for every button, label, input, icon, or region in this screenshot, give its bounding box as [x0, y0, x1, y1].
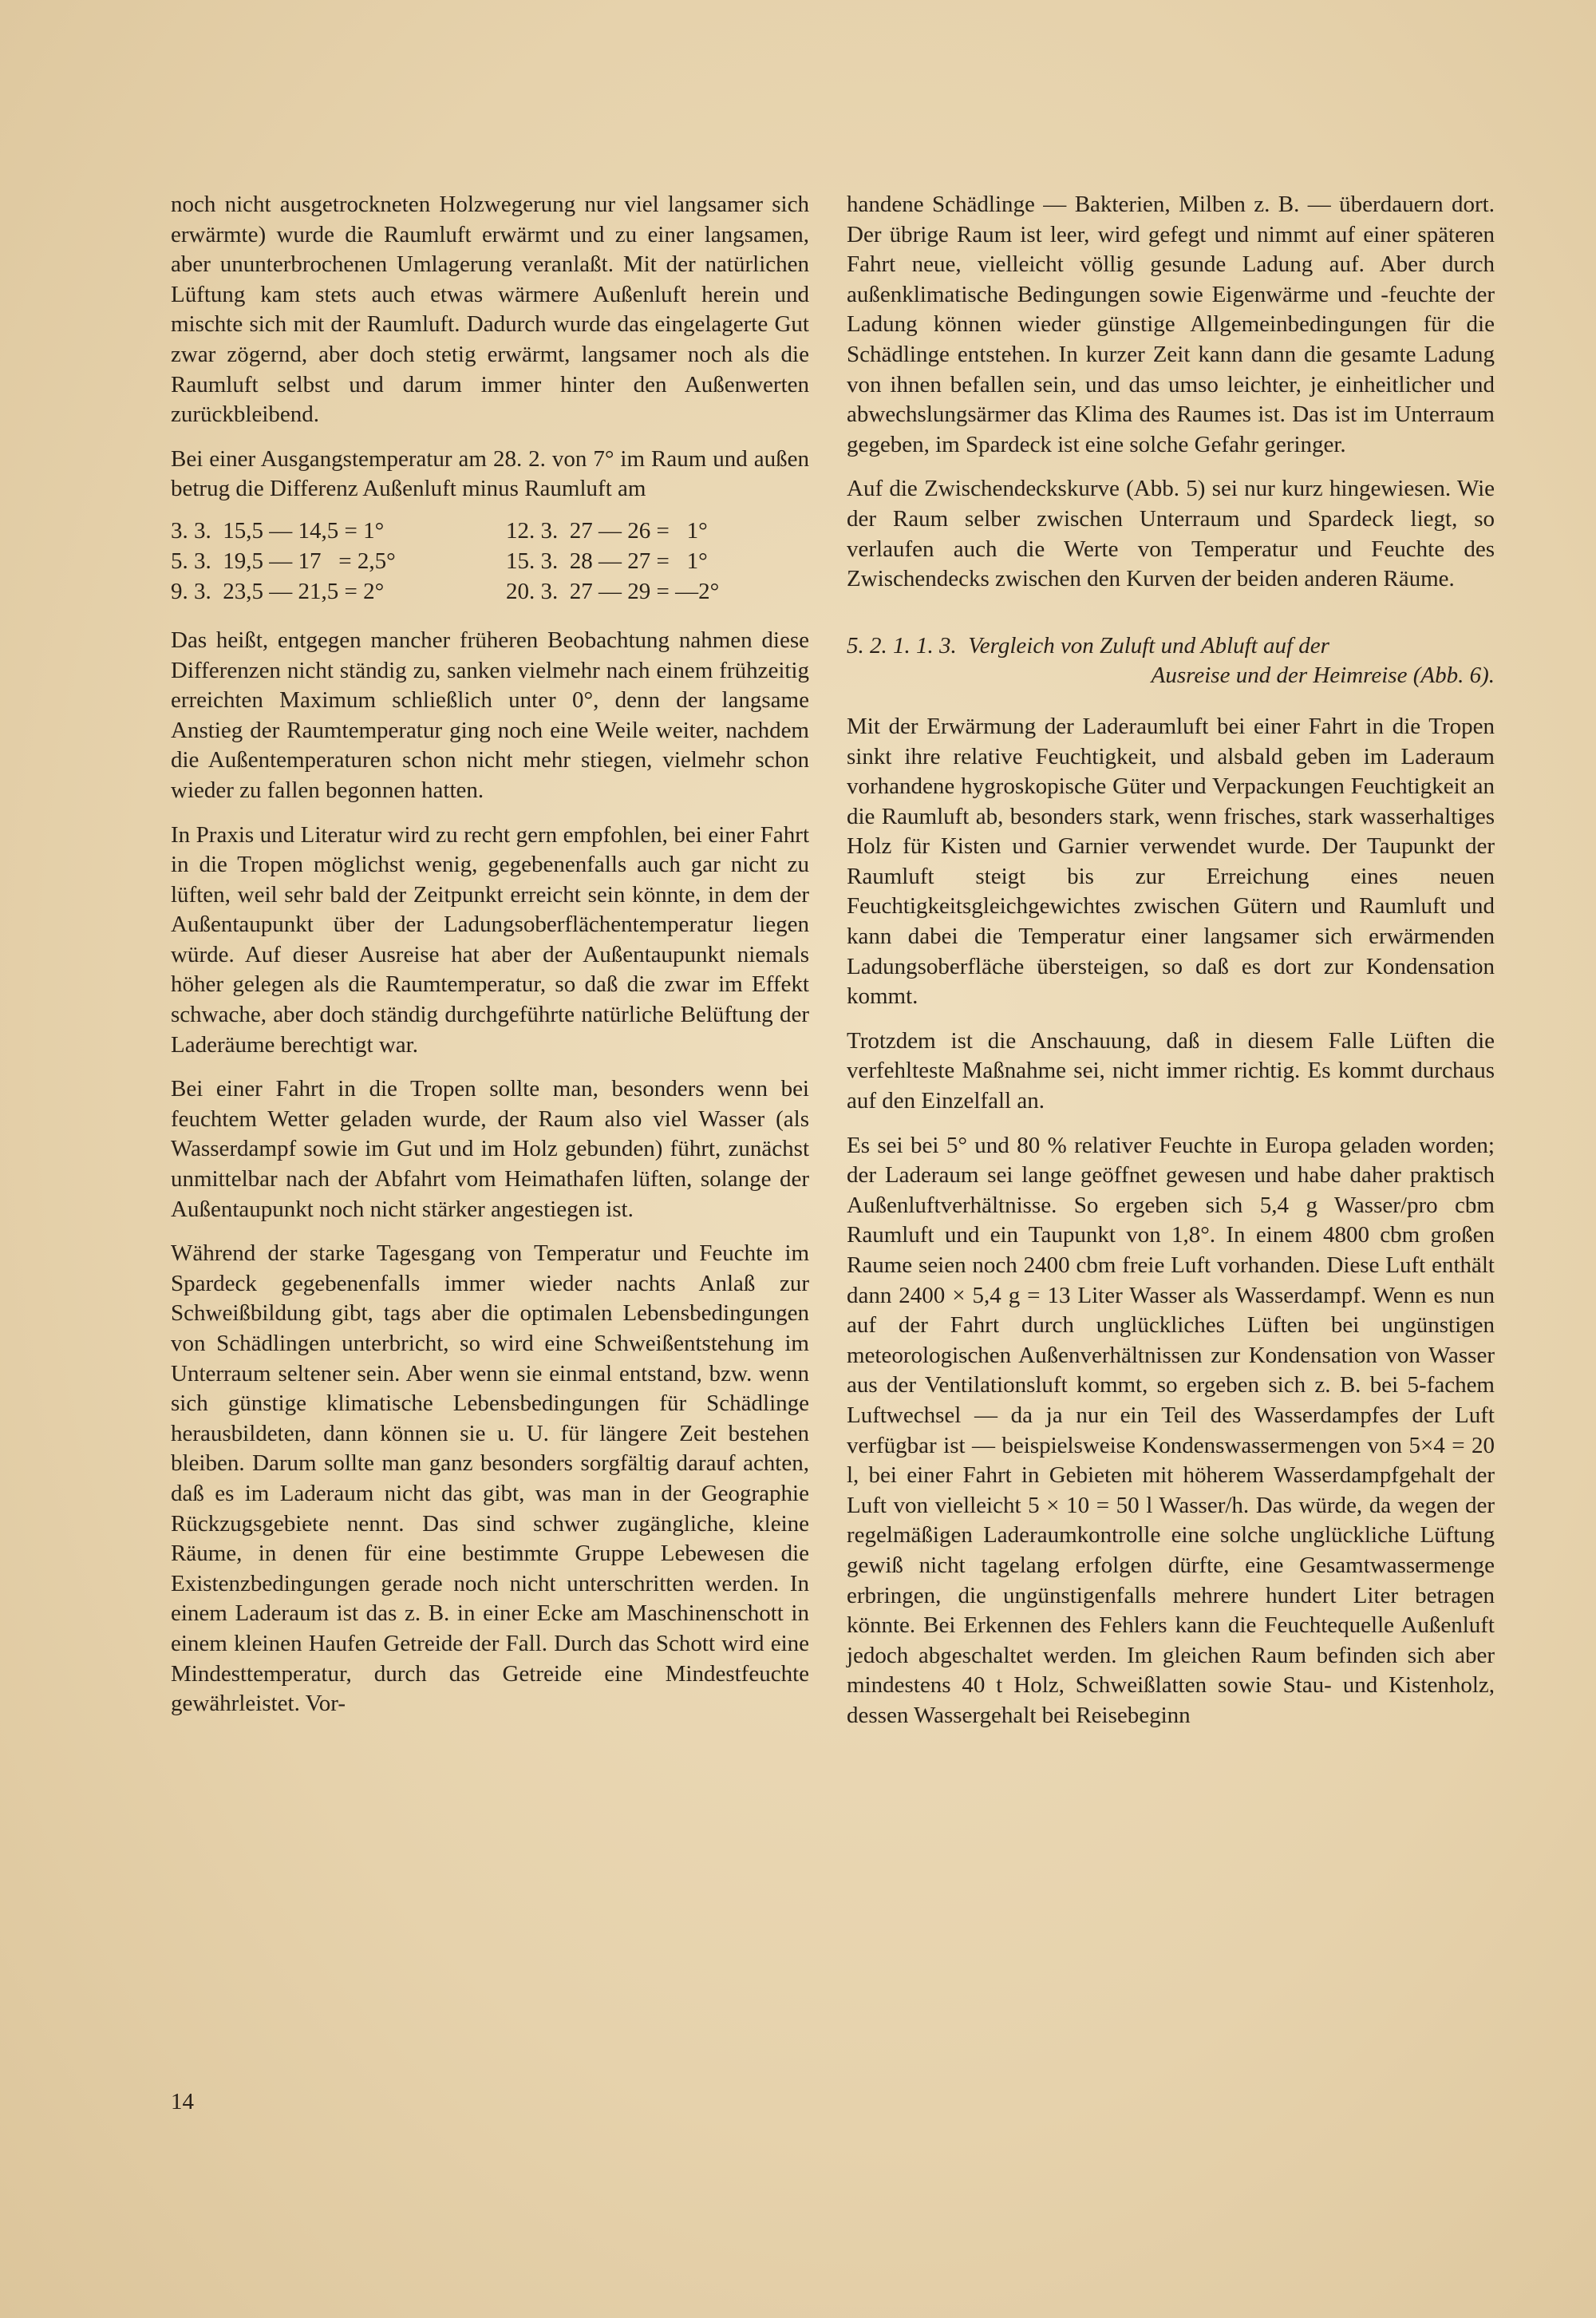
paragraph: Das heißt, entgegen mancher früheren Beobachtung nahmen diese Differenzen nicht ständig zu, sanken vielmehr nach einem frühzeitig erreichten Maximum schließlich unter 0°, denn der langsame Anstieg der Raumtemperatur ging noch eine Weile weiter, nachdem die Außentemperaturen schon nicht mehr stiegen, vielmehr schon wieder zu fallen begonnen hatten. [171, 627, 809, 803]
paragraph: Mit der Erwärmung der Laderaumluft bei einer Fahrt in die Tropen sinkt ihre relative Feuchtigkeit, und alsbald geben im Laderaum vorhandene hygroskopische Güter und Verpackungen Feuchtigkeit an die Raumluft ab, besonders stark, wenn frisches, stark wasserhaltiges Holz für Kisten und Garnier verwendet wurde. Der Taupunkt der Raumluft steigt bis zur Erreichung eines neuen Feuchtigkeitsgleichgewichtes zwischen Gütern und Raumluft und kann dabei die Temperatur einer langsamer sich erwärmenden Ladungsoberfläche übersteigen, so daß es dort zur Kondensation kommt. [847, 713, 1495, 1010]
table-cell: 5. 3. 19,5 — 17 = 2,5° [171, 548, 396, 574]
table-cell: 20. 3. 27 — 29 = —2° [506, 578, 720, 604]
paragraph: Trotzdem ist die Anschauung, daß in diesem Falle Lüften die verfehlteste Maßnahme sei, nicht immer richtig. Es kommt durchaus auf den Einzelfall an. [847, 1027, 1495, 1114]
paragraph: Es sei bei 5° und 80 % relativer Feuchte in Europa geladen worden; der Laderaum sei lange geöffnet gewesen und habe daher praktisch Außenluftverhältnisse. So ergeben sich 5,4 g Wasser/pro cbm Raumluft und ein Taupunkt von 1,8°. In einem 4800 cbm großen Raume seien noch 2400 cbm freie Luft vorhanden. Diese Luft enthält dann 2400 × 5,4 g = 13 Liter Wasser als Wasserdampf. Wenn es nun auf der Fahrt durch unglückliches Lüften bei ungünstigen meteorologischen Außenverhältnissen zur Kondensation von Wasser aus der Ventilationsluft kommt, so ergeben sich z. B. bei 5-fachem Luftwechsel — da ja nur ein Teil des Wasserdampfes der Luft verfügbar ist — beispielsweise Kondenswassermengen von 5×4 = 20 l, bei einer Fahrt in Gebieten mit höherem Wasserdampfgehalt der Luft von vielleicht 5 × 10 = 50 l Wasser/h. Das würde, da wegen der regelmäßigen Laderaumkontrolle eine solche unglückliche Lüftung gewiß nicht tagelang erfolgen dürfte, eine Gesamtwassermenge erbringen, die ungünstigenfalls mehrere hundert Liter betragen könnte. Bei Erkennen des Fehlers kann die Feuchtequelle Außenluft jedoch abgeschaltet werden. Im gleichen Raum befinden sich aber mindestens 40 t Holz, Schweißlatten sowie Stau- und Kistenholz, dessen Wassergehalt bei Reisebeginn [847, 1132, 1495, 1728]
paragraph: noch nicht ausgetrockneten Holzwegerung nur viel langsamer sich erwärmte) wurde die Raumluft erwärmt und zu einer langsamen, aber ununterbrochenen Umlagerung veranlaßt. Mit der natürlichen Lüftung kam stets auch etwas wärmere Außenluft herein und mischte sich mit der Raumluft. Dadurch wurde das eingelagerte Gut zwar zögernd, aber doch stetig erwärmt, langsamer noch als die Raumluft selbst und darum immer hinter den Außenwerten zurückbleibend. [171, 192, 809, 428]
paragraph: Bei einer Ausgangstemperatur am 28. 2. von 7° im Raum und außen betrug die Differenz Außenluft minus Raumluft am [171, 445, 809, 502]
table-cell: 15. 3. 28 — 27 = 1° [506, 548, 708, 574]
right-column [847, 190, 1495, 1746]
section-heading [847, 631, 1495, 691]
paragraph: Bei einer Fahrt in die Tropen sollte man, besonders wenn bei feuchtem Wetter geladen wurde, der Raum also viel Wasser (als Wasserdampf sowie im Gut und im Holz gebunden) führt, zunächst unmittelbar nach der Abfahrt vom Heimathafen lüften, solange der Außentaupunkt noch nicht stärker angestiegen ist. [171, 1076, 809, 1222]
table-cell: 9. 3. 23,5 — 21,5 = 2° [171, 578, 385, 604]
section-heading-line: Ausreise und der Heimreise (Abb. 6). [1151, 663, 1495, 689]
page-number: 14 [171, 2089, 194, 2114]
table-cell: 12. 3. 27 — 26 = 1° [506, 517, 708, 544]
paragraph: In Praxis und Literatur wird zu recht gern empfohlen, bei einer Fahrt in die Tropen möglichst wenig, gegebenenfalls auch gar nicht zu lüften, weil sehr bald der Zeitpunkt erreicht sein könnte, in dem der Außentaupunkt über der Ladungsoberflächentemperatur liegen würde. Auf dieser Ausreise hat aber der Außentaupunkt niemals höher gelegen als die Raumtemperatur, so daß die zwar im Effekt schwache, aber doch ständig durchgeführte natürliche Belüftung der Laderäume berechtigt war. [171, 821, 809, 1058]
table-cell: 3. 3. 15,5 — 14,5 = 1° [171, 517, 385, 544]
paragraph: Während der starke Tagesgang von Temperatur und Feuchte im Spardeck gegebenenfalls immer wieder nachts Anlaß zur Schweißbildung gibt, tags aber die optimalen Lebensbedingungen von Schädlingen unterbricht, so wird eine Schweißentstehung im Unterraum seltener sein. Aber wenn sie einmal entstand, bzw. wenn sich günstige klimatische Lebensbedingungen für Schädlinge herausbildeten, dann können sie u. U. für längere Zeit bestehen bleiben. Darum sollte man ganz besonders sorgfältig darauf achten, daß es im Laderaum nicht das gibt, was man in der Geographie Rückzugsgebiete nennt. Das sind schwer zugängliche, kleine Räume, in denen für eine bestimmte Gruppe Lebewesen die Existenzbedingungen gerade noch nicht unterschritten werden. In einem Laderaum ist das z. B. in einer Ecke am Maschinenschott in einem kleinen Haufen Getreide der Fall. Durch das Schott wird eine Mindesttemperatur, durch das Getreide eine Mindestfeuchte gewährleistet. Vor- [171, 1240, 809, 1717]
paragraph: Auf die Zwischendeckskurve (Abb. 5) sei nur kurz hingewiesen. Wie der Raum selber zwischen Unterraum und Spardeck liegt, so verlaufen auch die Werte von Temperatur und Feuchte des Zwischendecks zwischen den Kurven der beiden anderen Räume. [847, 476, 1495, 592]
temperature-difference-table [171, 516, 809, 607]
left-column [171, 190, 809, 1734]
paragraph: handene Schädlinge — Bakterien, Milben z. B. — überdauern dort. Der übrige Raum ist leer, wird gefegt und nimmt auf einer späteren Fahrt neue, vielleicht völlig gesunde Ladung auf. Aber durch außenklimatische Bedingungen sowie Eigenwärme und -feuchte der Ladung können wieder günstige Allgemeinbedingungen für die Schädlinge entstehen. In kurzer Zeit kann dann die gesamte Ladung von ihnen befallen sein, und das umso leichter, je einheitlicher und abwechslungsärmer das Klima des Raumes ist. Das ist im Unterraum gegeben, im Spardeck ist eine solche Gefahr geringer. [847, 192, 1495, 457]
section-heading-line: 5. 2. 1. 1. 3. Vergleich von Zuluft und Abluft auf der [847, 632, 1329, 659]
